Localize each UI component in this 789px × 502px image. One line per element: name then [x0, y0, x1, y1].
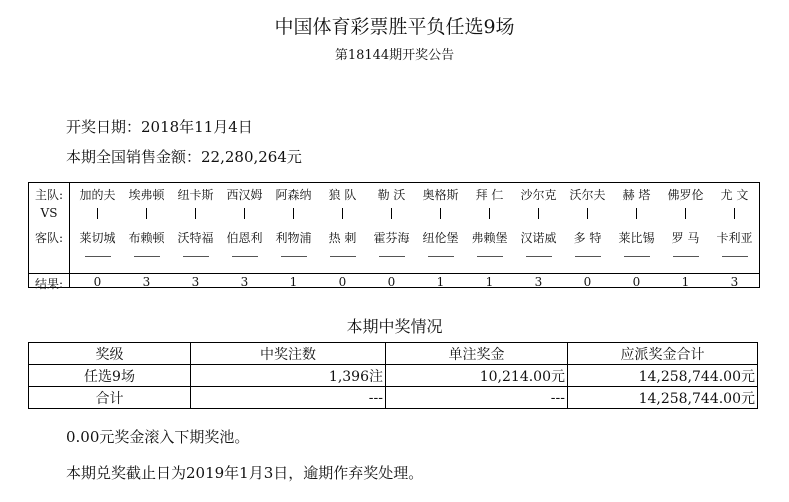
- dash-row: [29, 249, 759, 267]
- dash-separator: [612, 249, 661, 263]
- home-team: 拜 仁: [475, 188, 504, 202]
- home-team: 奥格斯: [422, 188, 459, 202]
- prize-title: 本期中奖情况: [346, 317, 443, 336]
- header-level: 奖级: [29, 343, 191, 365]
- dash-separator: [465, 249, 514, 263]
- header-total: 应派奖金合计: [568, 343, 758, 365]
- vs-separator: [73, 206, 122, 220]
- prize-unit: 10,214.00元: [386, 365, 568, 387]
- away-team: 利物浦: [275, 231, 312, 245]
- match-result: 3: [534, 275, 543, 289]
- home-team: 狼 队: [328, 188, 357, 202]
- vs-separator: [269, 206, 318, 220]
- home-team: 沙尔克: [520, 188, 557, 202]
- dash-separator: [318, 249, 367, 263]
- total-count: ---: [191, 387, 386, 409]
- total-unit: ---: [386, 387, 568, 409]
- dash-separator: [171, 249, 220, 263]
- home-team: 勒 沃: [377, 188, 406, 202]
- vs-separator: [122, 206, 171, 220]
- prize-total: 14,258,744.00元: [568, 365, 758, 387]
- match-result: 1: [681, 275, 690, 289]
- match-result: 3: [142, 275, 151, 289]
- draw-date: 开奖日期：2018年11月4日: [66, 118, 253, 136]
- match-result: 3: [240, 275, 249, 289]
- away-team: 霍芬海: [373, 231, 410, 245]
- away-team: 热 刺: [328, 231, 357, 245]
- dash-separator: [269, 249, 318, 263]
- match-result: 1: [289, 275, 298, 289]
- vs-separator: [367, 206, 416, 220]
- vs-separator: [514, 206, 563, 220]
- away-team: 多 特: [573, 231, 602, 245]
- away-team: 莱比锡: [618, 231, 655, 245]
- away-team: 汉诺威: [520, 231, 557, 245]
- vs-separator: [563, 206, 612, 220]
- deadline-note: 本期兑奖截止日为2019年1月3日，逾期作弃奖处理。: [66, 464, 424, 482]
- vs-separator: [710, 206, 759, 220]
- home-team: 赫 塔: [622, 188, 651, 202]
- prize-header-row: [29, 343, 758, 365]
- vs-separator: [416, 206, 465, 220]
- home-team: 阿森纳: [275, 188, 312, 202]
- dash-separator: [514, 249, 563, 263]
- page-subtitle: 第18144期开奖公告: [334, 48, 455, 63]
- vs-separator: [661, 206, 710, 220]
- sales-amount: 本期全国销售金额：22,280,264元: [66, 148, 302, 166]
- home-label: 主队:: [34, 188, 64, 202]
- total-label: 合计: [29, 387, 191, 409]
- vs-label: VS: [40, 206, 58, 220]
- rollover-note: 0.00元奖金滚入下期奖池。: [66, 428, 250, 446]
- match-table: [28, 182, 760, 291]
- away-row: [29, 229, 759, 247]
- vs-separator: [612, 206, 661, 220]
- match-result: 0: [387, 275, 396, 289]
- vs-row: [29, 206, 759, 224]
- header-count: 中奖注数: [191, 343, 386, 365]
- vs-separator: [171, 206, 220, 220]
- match-result: 0: [93, 275, 102, 289]
- prize-level: 任选9场: [29, 365, 191, 387]
- away-team: 布赖顿: [128, 231, 165, 245]
- home-team: 沃尔夫: [569, 188, 606, 202]
- dash-separator: [563, 249, 612, 263]
- dash-separator: [710, 249, 759, 263]
- match-result: 3: [191, 275, 200, 289]
- header-unit-prize: 单注奖金: [386, 343, 568, 365]
- dash-separator: [122, 249, 171, 263]
- prize-count: 1,396注: [191, 365, 386, 387]
- match-result: 3: [730, 275, 739, 289]
- match-result: 0: [338, 275, 347, 289]
- vs-separator: [220, 206, 269, 220]
- dash-separator: [416, 249, 465, 263]
- away-team: 莱切城: [79, 231, 116, 245]
- dash-separator: [220, 249, 269, 263]
- match-result: 1: [485, 275, 494, 289]
- page-title: 中国体育彩票胜平负任选9场: [274, 16, 515, 38]
- away-team: 弗赖堡: [471, 231, 508, 245]
- result-divider: [29, 273, 759, 274]
- match-result: 0: [583, 275, 592, 289]
- total-row: [29, 387, 758, 409]
- vs-separator: [318, 206, 367, 220]
- away-label: 客队:: [34, 231, 64, 245]
- vs-separator: [465, 206, 514, 220]
- away-team: 卡利亚: [716, 231, 753, 245]
- prize-table: [28, 342, 758, 409]
- result-label: 结果:: [34, 277, 64, 291]
- home-team: 埃弗顿: [128, 188, 165, 202]
- match-result: 0: [632, 275, 641, 289]
- home-team: 加的夫: [79, 188, 116, 202]
- home-team: 西汉姆: [226, 188, 263, 202]
- away-team: 罗 马: [671, 231, 700, 245]
- dash-separator: [73, 249, 122, 263]
- match-result: 1: [436, 275, 445, 289]
- dash-separator: [367, 249, 416, 263]
- result-row: [29, 275, 759, 293]
- home-team: 纽卡斯: [177, 188, 214, 202]
- home-team: 佛罗伦: [667, 188, 704, 202]
- away-team: 沃特福: [177, 231, 214, 245]
- total-amount: 14,258,744.00元: [568, 387, 758, 409]
- away-team: 纽伦堡: [422, 231, 459, 245]
- home-row: [29, 186, 759, 204]
- away-team: 伯恩利: [226, 231, 263, 245]
- dash-separator: [661, 249, 710, 263]
- prize-row: [29, 365, 758, 387]
- home-team: 尤 文: [720, 188, 749, 202]
